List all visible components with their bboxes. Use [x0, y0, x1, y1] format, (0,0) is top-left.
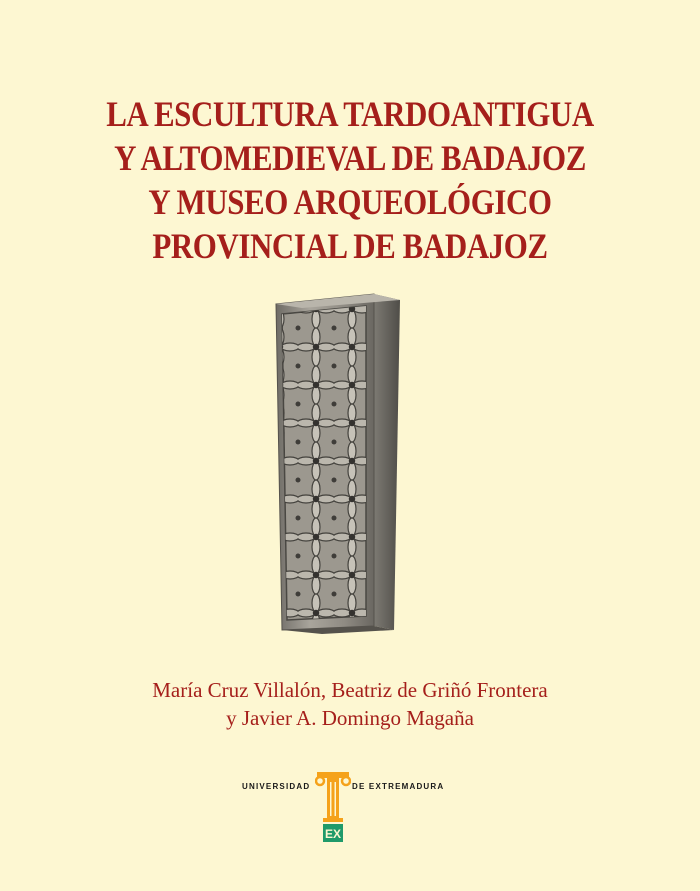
- book-title: [83, 92, 616, 268]
- publisher-right-text: DE EXTREMADURA: [352, 782, 445, 791]
- title-line-2: Y ALTOMEDIEVAL DE BADAJOZ: [114, 138, 586, 178]
- carved-stone-stele-image: [262, 290, 412, 635]
- title-line-4: PROVINCIAL DE BADAJOZ: [152, 226, 548, 266]
- publisher-left-text: UNIVERSIDAD: [242, 782, 311, 791]
- logo-text: EX: [324, 827, 342, 841]
- university-column-logo-icon: [315, 770, 351, 844]
- stele-illustration: [262, 290, 412, 635]
- title-line-1: LA ESCULTURA TARDOANTIGUA: [106, 94, 594, 134]
- authors: [40, 676, 660, 732]
- publisher-logo-block: [238, 770, 468, 844]
- authors-line-1: María Cruz Villalón, Beatriz de Griñó Frontera: [152, 678, 548, 702]
- authors-line-2: y Javier A. Domingo Magaña: [226, 706, 474, 730]
- title-line-3: Y MUSEO ARQUEOLÓGICO: [148, 182, 552, 222]
